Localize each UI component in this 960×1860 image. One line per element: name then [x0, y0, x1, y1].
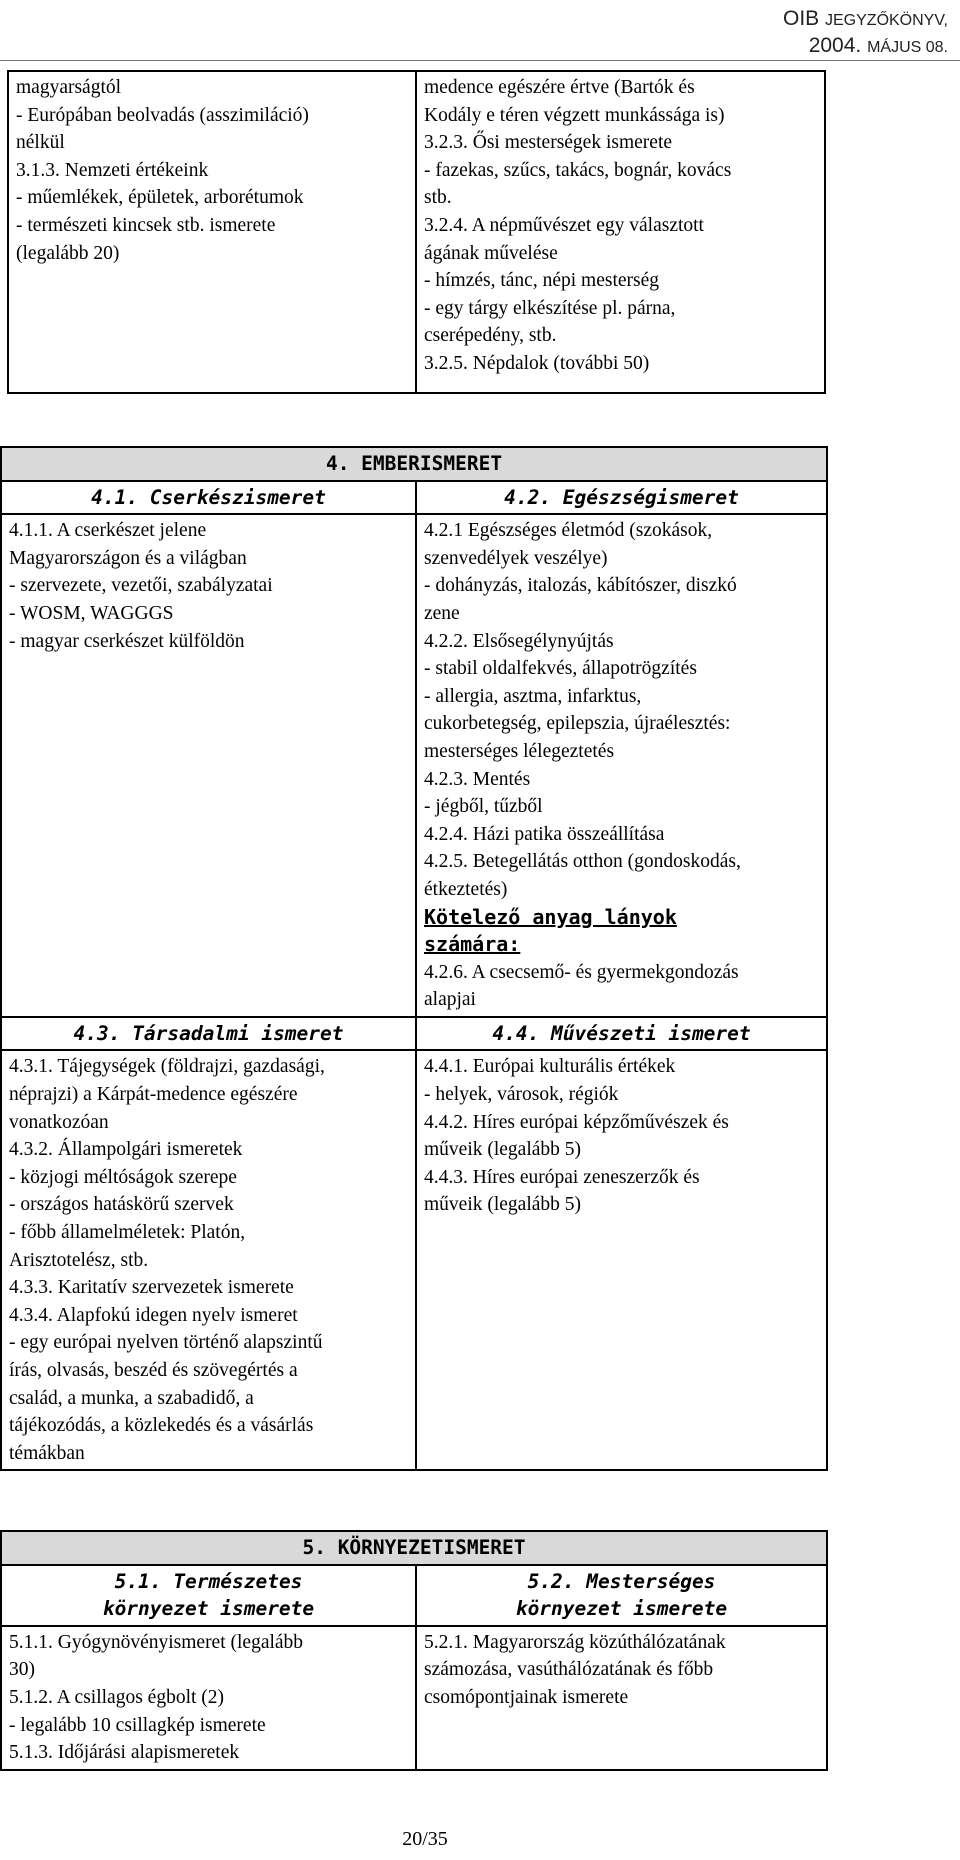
text-line: magyarságtól: [16, 77, 122, 98]
text-line: - országos hatáskörű szervek: [9, 1194, 234, 1216]
text-line: - dohányzás, italozás, kábítószer, diszkó: [424, 575, 737, 597]
text-line: 5.1.2. A csillagos égbolt (2): [9, 1686, 225, 1708]
text-line: alapjai: [424, 989, 476, 1011]
heading-5-1: [1, 1565, 416, 1626]
text-line: - hímzés, tánc, népi mesterség: [424, 270, 659, 292]
continuation-right-cell: [416, 71, 825, 393]
text-line: cukorbetegség, epilepszia, újraélesztés:: [424, 713, 731, 735]
continuation-table: [7, 70, 826, 394]
text-line: 4.3.4. Alapfokú idegen nyelv ismeret: [9, 1304, 298, 1326]
text-line: ágának művelése: [424, 242, 558, 264]
text-line: 4.1.1. A cserkészet jelene: [9, 520, 207, 542]
text-line: medence egészére értve (Bartók és: [424, 77, 695, 98]
text-line: - magyar cserkészet külföldön: [9, 630, 245, 652]
header-year: 2004.: [808, 34, 868, 57]
text-line: étkeztetés): [424, 878, 508, 900]
cell-4-1: [1, 514, 416, 1017]
text-line: 4.2.2. Elsősegélynyújtás: [424, 630, 614, 652]
emberismeret-table: [0, 446, 828, 1471]
text-line: számára:: [424, 932, 521, 957]
text-line: - WOSM, WAGGGS: [9, 602, 174, 624]
text-line: csomópontjainak ismerete: [424, 1686, 629, 1708]
cell-5-1: [1, 1626, 416, 1770]
cell-4-2-items: [424, 517, 819, 903]
text-line: - egy tárgy elkészítése pl. párna,: [424, 297, 676, 319]
text-line: 5.1. Természetes: [114, 1569, 303, 1593]
text-line: - főbb államelméletek: Platón,: [9, 1222, 246, 1244]
text-line: Arisztotelész, stb.: [9, 1249, 149, 1271]
text-line: 4.2.1 Egészséges életmód (szokások,: [424, 520, 713, 542]
section-5-title: 5. KÖRNYEZETISMERET: [1, 1531, 827, 1565]
text-line: család, a munka, a szabadidő, a: [9, 1387, 254, 1409]
text-line: Kodály e téren végzett munkássága is): [424, 104, 725, 126]
text-line: - jégből, tűzből: [424, 796, 543, 818]
continuation-left-cell: [8, 71, 416, 393]
cell-4-2: [416, 514, 827, 1017]
text-line: - műemlékek, épületek, arborétumok: [16, 187, 304, 209]
text-line: 4.3.1. Tájegységek (földrajzi, gazdasági,: [9, 1056, 325, 1078]
text-line: stb.: [424, 187, 452, 209]
text-line: 5.1.1. Gyógynövényismeret (legalább: [9, 1631, 304, 1653]
header-org: OIB: [782, 7, 825, 30]
text-line: 5.1.3. Időjárási alapismeretek: [9, 1742, 240, 1764]
text-line: 4.2.3. Mentés: [424, 768, 531, 790]
text-line: 3.2.4. A népművészet egy választott: [424, 214, 704, 236]
text-line: - fazekas, szűcs, takács, bognár, kovács: [424, 159, 732, 181]
text-line: néprajzi) a Kárpát-medence egészére: [9, 1084, 298, 1106]
text-line: 4.4.2. Híres európai képzőművészek és: [424, 1111, 729, 1133]
text-line: - stabil oldalfekvés, állapotrögzítés: [424, 658, 697, 680]
heading-4-1: 4.1. Cserkészismeret: [1, 481, 416, 515]
text-line: környezet ismerete: [515, 1597, 728, 1621]
text-line: 4.2.4. Házi patika összeállítása: [424, 823, 665, 845]
section-4-title: 4. EMBERISMERET: [1, 447, 827, 481]
text-line: 4.2.5. Betegellátás otthon (gondoskodás,: [424, 851, 741, 873]
header-rule: [0, 60, 960, 61]
header-date: MÁJUS 08.: [867, 39, 948, 56]
text-line: írás, olvasás, beszéd és szövegértés a: [9, 1360, 298, 1381]
text-line: nélkül: [16, 132, 65, 154]
text-line: (legalább 20): [16, 242, 120, 264]
page-header: [783, 6, 948, 60]
cell-4-2-extra: [424, 959, 819, 1014]
text-line: Kötelező anyag lányok: [424, 904, 677, 929]
text-line: - helyek, városok, régiók: [424, 1084, 619, 1106]
text-line: műveik (legalább 5): [424, 1194, 582, 1216]
cell-4-4: [416, 1050, 827, 1470]
text-line: - egy európai nyelven történő alapszintű: [9, 1332, 323, 1354]
text-line: környezet ismerete: [102, 1597, 315, 1621]
header-doc-type: JEGYZŐKÖNYV,: [825, 12, 948, 29]
text-line: - közjogi méltóságok szerepe: [9, 1166, 237, 1188]
cell-4-3: [1, 1050, 416, 1470]
text-line: - természeti kincsek stb. ismerete: [16, 214, 276, 236]
cell-5-2: [416, 1626, 827, 1770]
mandatory-girls-note: [424, 904, 819, 959]
heading-5-2: [416, 1565, 827, 1626]
text-line: számozása, vasúthálózatának és főbb: [424, 1659, 714, 1681]
text-line: Magyarországon és a világban: [9, 547, 247, 569]
text-line: cserépedény, stb.: [424, 325, 557, 347]
heading-4-3: 4.3. Társadalmi ismeret: [1, 1017, 416, 1051]
header-line-2: [783, 33, 948, 60]
page-number: 20/35: [402, 1828, 448, 1850]
text-line: 4.4.3. Híres európai zeneszerzők és: [424, 1166, 700, 1188]
header-line-1: [783, 6, 948, 33]
heading-4-4: 4.4. Művészeti ismeret: [416, 1017, 827, 1051]
text-line: zene: [424, 602, 460, 624]
kornyezetismeret-table: [0, 1530, 828, 1771]
text-line: tájékozódás, a közlekedés és a vásárlás: [9, 1415, 314, 1437]
text-line: 5.2.1. Magyarország közúthálózatának: [424, 1631, 726, 1653]
text-line: 3.2.3. Ősi mesterségek ismerete: [424, 132, 673, 154]
text-line: - allergia, asztma, infarktus,: [424, 685, 642, 707]
text-line: 4.4.1. Európai kulturális értékek: [424, 1056, 676, 1078]
text-line: 5.2. Mesterséges: [527, 1569, 716, 1593]
text-line: mesterséges lélegeztetés: [424, 740, 615, 762]
text-line: - Európában beolvadás (asszimiláció): [16, 104, 309, 126]
text-line: vonatkozóan: [9, 1111, 109, 1133]
text-line: 4.3.2. Állampolgári ismeretek: [9, 1139, 243, 1161]
heading-4-2: 4.2. Egészségismeret: [416, 481, 827, 515]
text-line: műveik (legalább 5): [424, 1139, 582, 1161]
text-line: 4.2.6. A csecsemő- és gyermekgondozás: [424, 961, 739, 983]
text-line: témákban: [9, 1442, 85, 1464]
text-line: 3.1.3. Nemzeti értékeink: [16, 159, 209, 181]
text-line: 3.2.5. Népdalok (további 50): [424, 352, 650, 374]
text-line: - legalább 10 csillagkép ismerete: [9, 1714, 266, 1736]
text-line: 4.3.3. Karitatív szervezetek ismerete: [9, 1277, 294, 1299]
text-line: szenvedélyek veszélye): [424, 547, 608, 569]
text-line: 30): [9, 1659, 35, 1681]
text-line: - szervezete, vezetői, szabályzatai: [9, 575, 273, 597]
